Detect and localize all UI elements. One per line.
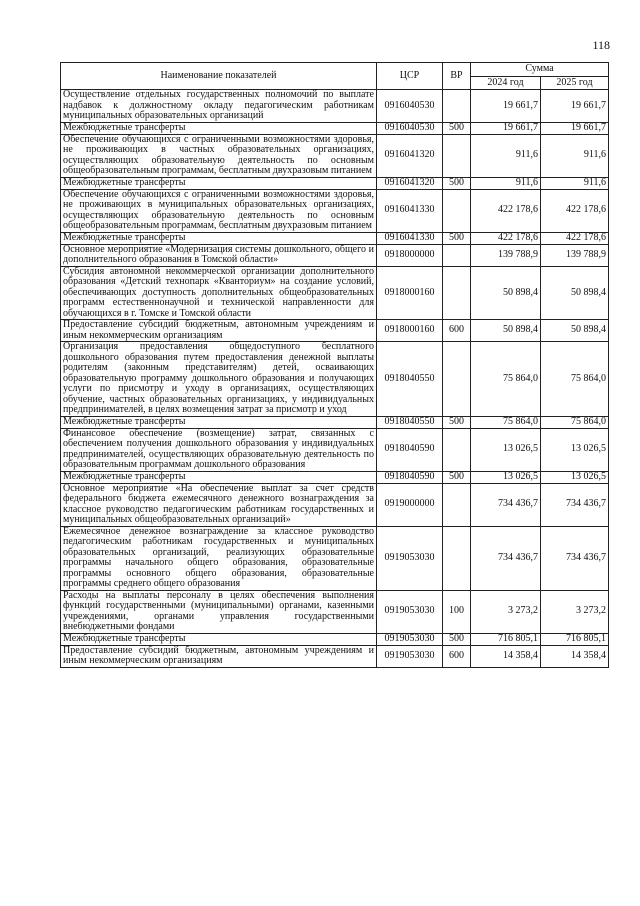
- header-year-2025: 2025 год: [541, 76, 609, 90]
- row-vr: [443, 266, 471, 320]
- row-csr: 0916041320: [377, 134, 443, 177]
- row-value-2025: 911,6: [541, 177, 609, 189]
- table-row: [61, 342, 609, 417]
- table-row: [61, 416, 609, 428]
- row-vr: 500: [443, 232, 471, 244]
- table-row: [61, 90, 609, 123]
- row-vr: 600: [443, 320, 471, 342]
- row-name: Предоставление субсидий бюджетным, автономным учреждениям и иным некоммерческим организациям: [61, 320, 377, 342]
- row-value-2024: 3 273,2: [471, 590, 541, 633]
- row-value-2024: 19 661,7: [471, 90, 541, 123]
- table-row: [61, 320, 609, 342]
- row-value-2025: 13 026,5: [541, 428, 609, 471]
- row-value-2025: 19 661,7: [541, 122, 609, 134]
- row-value-2024: 734 436,7: [471, 526, 541, 590]
- row-vr: [443, 134, 471, 177]
- table-body: [61, 90, 609, 668]
- row-csr: 0918040550: [377, 416, 443, 428]
- row-csr: 0919053030: [377, 590, 443, 633]
- row-value-2024: 422 178,6: [471, 189, 541, 232]
- row-csr: 0916040530: [377, 122, 443, 134]
- row-vr: 100: [443, 590, 471, 633]
- row-value-2025: 50 898,4: [541, 266, 609, 320]
- row-vr: 500: [443, 122, 471, 134]
- table-row: [61, 428, 609, 471]
- row-value-2025: 13 026,5: [541, 471, 609, 483]
- row-vr: 500: [443, 633, 471, 645]
- row-name: Расходы на выплаты персоналу в целях обеспечения выполнения функций государственными (муниципальными) органами, казенными учреждениями, органами управления государственными внебюджетными фондами: [61, 590, 377, 633]
- header-csr: ЦСР: [377, 63, 443, 90]
- row-csr: 0918040550: [377, 342, 443, 417]
- row-value-2024: 716 805,1: [471, 633, 541, 645]
- row-value-2025: 139 788,9: [541, 244, 609, 266]
- row-vr: [443, 244, 471, 266]
- row-vr: 500: [443, 177, 471, 189]
- table-row: [61, 526, 609, 590]
- table-row: [61, 232, 609, 244]
- row-value-2025: 14 358,4: [541, 645, 609, 667]
- row-value-2024: 911,6: [471, 134, 541, 177]
- row-csr: 0919000000: [377, 483, 443, 526]
- row-vr: [443, 342, 471, 417]
- table-row: [61, 471, 609, 483]
- row-name: Обеспечение обучающихся с ограниченными возможностями здоровья, не проживающих в частных образовательных организациях, осуществляющих образовательную деятельность по основным общеобразовательным программам, бесплатным двухразовым питанием: [61, 134, 377, 177]
- row-name: Ежемесячное денежное вознаграждение за классное руководство педагогическим работникам государственных и муниципальных образовательных организаций, реализующих образовательные программы начального общего образования, образовательные программы основного общего образования, образовательные программы среднего общего образования: [61, 526, 377, 590]
- row-name: Субсидия автономной некоммерческой организации дополнительного образования «Детский технопарк «Кванториум» на создание условий, обеспечивающих доступность дополнительных общеобразовательных программ естественнонаучной и технической направленности для обучающихся в г. Томске и Томской области: [61, 266, 377, 320]
- row-value-2025: 911,6: [541, 134, 609, 177]
- row-csr: 0918000160: [377, 266, 443, 320]
- page-number: 118: [592, 38, 610, 52]
- row-value-2025: 75 864,0: [541, 416, 609, 428]
- table-row: [61, 266, 609, 320]
- row-name: Межбюджетные трансферты: [61, 633, 377, 645]
- row-vr: 500: [443, 416, 471, 428]
- row-csr: 0916040530: [377, 90, 443, 123]
- row-value-2025: 75 864,0: [541, 342, 609, 417]
- row-value-2024: 734 436,7: [471, 483, 541, 526]
- table-row: [61, 645, 609, 667]
- row-csr: 0916041330: [377, 189, 443, 232]
- row-value-2024: 14 358,4: [471, 645, 541, 667]
- row-name: Межбюджетные трансферты: [61, 122, 377, 134]
- row-name: Основное мероприятие «Модернизация системы дошкольного, общего и дополнительного образования в Томской области»: [61, 244, 377, 266]
- header-sum: Сумма: [471, 63, 609, 77]
- row-csr: 0918040590: [377, 428, 443, 471]
- table-row: [61, 134, 609, 177]
- row-csr: 0916041330: [377, 232, 443, 244]
- row-value-2024: 911,6: [471, 177, 541, 189]
- table-row: [61, 244, 609, 266]
- header-year-2024: 2024 год: [471, 76, 541, 90]
- row-value-2025: 50 898,4: [541, 320, 609, 342]
- row-value-2024: 19 661,7: [471, 122, 541, 134]
- row-value-2024: 75 864,0: [471, 342, 541, 417]
- row-csr: 0918040590: [377, 471, 443, 483]
- row-value-2025: 422 178,6: [541, 189, 609, 232]
- row-csr: 0919053030: [377, 645, 443, 667]
- header-vr: ВР: [443, 63, 471, 90]
- row-name: Предоставление субсидий бюджетным, автономным учреждениям и иным некоммерческим организациям: [61, 645, 377, 667]
- table-row: [61, 633, 609, 645]
- table-row: [61, 189, 609, 232]
- row-vr: [443, 189, 471, 232]
- table-header: [61, 63, 609, 90]
- row-csr: 0916041320: [377, 177, 443, 189]
- table-row: [61, 590, 609, 633]
- row-csr: 0919053030: [377, 633, 443, 645]
- header-name: Наименование показателей: [61, 63, 377, 90]
- row-value-2025: 3 273,2: [541, 590, 609, 633]
- row-name: Межбюджетные трансферты: [61, 232, 377, 244]
- row-value-2025: 19 661,7: [541, 90, 609, 123]
- row-csr: 0918000160: [377, 320, 443, 342]
- row-name: Обеспечение обучающихся с ограниченными возможностями здоровья, не проживающих в муниципальных образовательных организациях, осуществляющих образовательную деятельность по основным общеобразовательным программам, бесплатным двухразовым питанием: [61, 189, 377, 232]
- row-name: Межбюджетные трансферты: [61, 177, 377, 189]
- row-name: Организация предоставления общедоступного бесплатного дошкольного образования путем предоставления денежной выплаты родителям (законным представителям) детей, осваивающих образовательную программу дошкольного образования и получающих услуги по присмотру и уходу в организациях, осуществляющих обучение, частных образовательных организациях, у индивидуальных предпринимателей, в целях возмещения затрат за присмотр и уход: [61, 342, 377, 417]
- row-name: Осуществление отдельных государственных полномочий по выплате надбавок к должностному окладу педагогическим работникам муниципальных образовательных организаций: [61, 90, 377, 123]
- row-name: Межбюджетные трансферты: [61, 416, 377, 428]
- row-value-2025: 734 436,7: [541, 483, 609, 526]
- row-name: Основное мероприятие «На обеспечение выплат за счет средств федерального бюджета ежемесячного денежного вознаграждения за классное руководство педагогическим работникам государственных и муниципальных общеобразовательных организаций»: [61, 483, 377, 526]
- row-value-2024: 50 898,4: [471, 266, 541, 320]
- row-vr: [443, 526, 471, 590]
- row-csr: 0918000000: [377, 244, 443, 266]
- table-row: [61, 483, 609, 526]
- row-name: Финансовое обеспечение (возмещение) затрат, связанных с обеспечением получения дошкольного образования у индивидуальных предпринимателей, осуществляющих образовательную деятельность по образовательным программам дошкольного образования: [61, 428, 377, 471]
- row-csr: 0919053030: [377, 526, 443, 590]
- row-value-2024: 50 898,4: [471, 320, 541, 342]
- row-value-2025: 716 805,1: [541, 633, 609, 645]
- row-name: Межбюджетные трансферты: [61, 471, 377, 483]
- row-value-2024: 13 026,5: [471, 428, 541, 471]
- row-value-2024: 75 864,0: [471, 416, 541, 428]
- table-row: [61, 177, 609, 189]
- row-value-2024: 422 178,6: [471, 232, 541, 244]
- row-vr: [443, 428, 471, 471]
- row-vr: [443, 90, 471, 123]
- row-vr: [443, 483, 471, 526]
- row-vr: 500: [443, 471, 471, 483]
- row-value-2024: 13 026,5: [471, 471, 541, 483]
- row-value-2024: 139 788,9: [471, 244, 541, 266]
- budget-table: [60, 62, 609, 668]
- row-value-2025: 422 178,6: [541, 232, 609, 244]
- table-row: [61, 122, 609, 134]
- row-value-2025: 734 436,7: [541, 526, 609, 590]
- row-vr: 600: [443, 645, 471, 667]
